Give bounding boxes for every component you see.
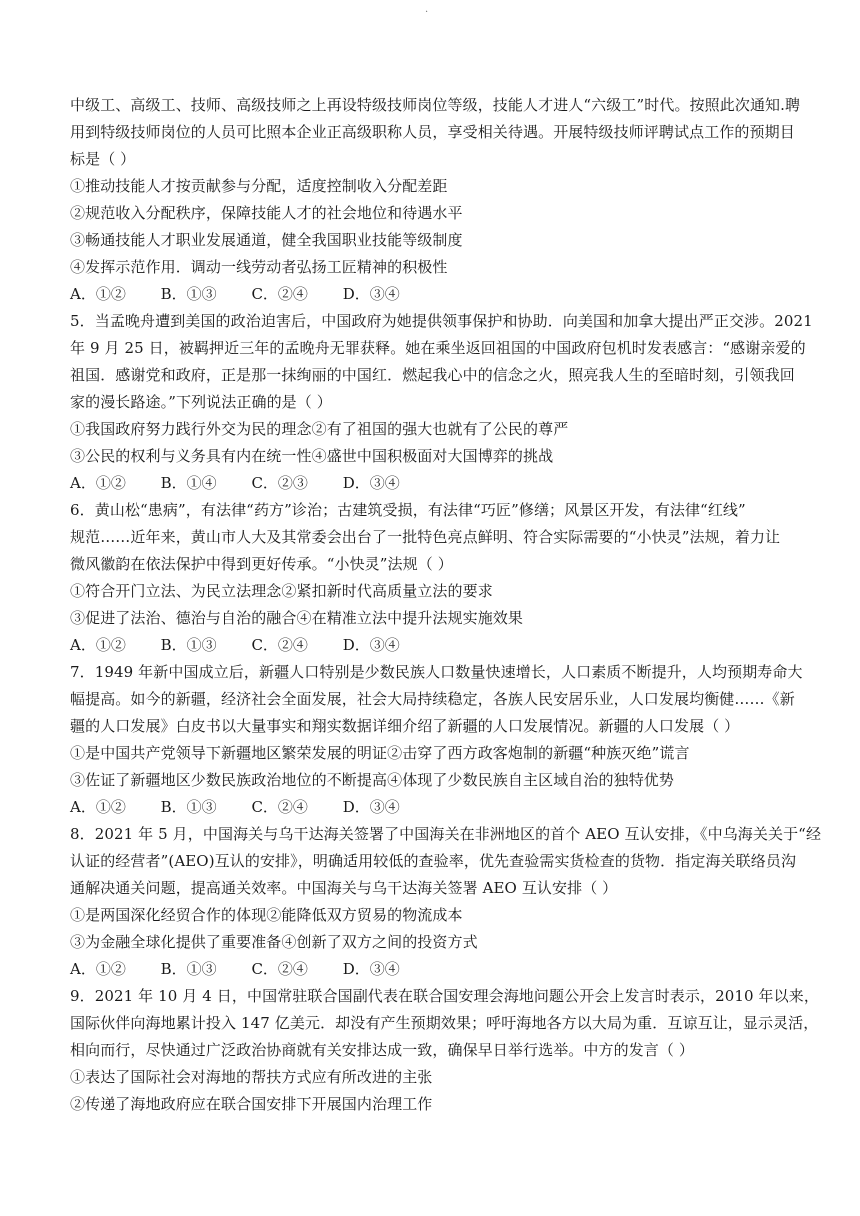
question-stem-line: 8．2021 年 5 月，中国海关与乌干达海关签署了中国海关在非洲地区的首个 AEO 互认安排，《中乌海关关于“经: [70, 825, 822, 843]
option-c: C．②④: [251, 285, 308, 303]
option-c: C．②④: [251, 960, 308, 978]
question-stem-line: 7．1949 年新中国成立后，新疆人口特别是少数民族人口数量快速增长，人口素质不断提升，人均预期寿命大: [70, 663, 803, 681]
statement-item: ③促进了法治、德治与自治的融合④在精准立法中提升法规实施效果: [70, 609, 524, 627]
statement-item: ④发挥示范作用．调动一线劳动者弘扬工匠精神的积极性: [70, 258, 448, 276]
option-b: B．①④: [160, 474, 217, 492]
question-stem-line: 9．2021 年 10 月 4 日，中国常驻联合国副代表在联合国安理会海地问题公开会上发言时表示，2010 年以来，: [70, 987, 819, 1005]
question-stem-line: 6．黄山松“患病”，有法律“药方”诊治；古建筑受损，有法律“巧匠”修缮；风景区开发，有法律“红线”: [70, 501, 746, 519]
option-c: C．②③: [251, 474, 308, 492]
statement-item: ①表达了国际社会对海地的帮扶方式应有所改进的主张: [70, 1068, 433, 1086]
option-d: D．③④: [342, 474, 400, 492]
statement-item: ①推动技能人才按贡献参与分配，适度控制收入分配差距: [70, 177, 448, 195]
answer-options: [70, 470, 800, 497]
question-stem-line: 疆的人口发展》白皮书以大量事实和翔实数据详细介绍了新疆的人口发展情况。新疆的人口发展（ ）: [70, 717, 740, 735]
option-a: A．①②: [70, 798, 126, 816]
option-a: A．①②: [70, 636, 126, 654]
question-stem-line: 微风徽韵在依法保护中得到更好传承。“小快灵”法规（ ）: [70, 555, 453, 573]
statement-item: ①我国政府努力践行外交为民的理念②有了祖国的强大也就有了公民的尊严: [70, 420, 569, 438]
question-stem-line: 标是（ ）: [70, 150, 136, 168]
option-d: D．③④: [342, 960, 400, 978]
option-c: C．②④: [251, 798, 308, 816]
question-stem-line: 用到特级技师岗位的人员可比照本企业正高级职称人员，享受相关待遇。开展特级技师评聘试点工作的预期目: [70, 123, 795, 141]
option-d: D．③④: [342, 798, 400, 816]
question-stem-line: 5．当孟晚舟遭到美国的政治迫害后，中国政府为她提供领事保护和协助．向美国和加拿大提出严正交涉。2021: [70, 312, 813, 330]
option-a: A．①②: [70, 474, 126, 492]
question-stem-line: 规范……近年来，黄山市人大及其常委会出台了一批特色亮点鲜明、符合实际需要的“小快灵”法规，着力让: [70, 528, 781, 546]
question-stem-line: 祖国．感谢党和政府，正是那一抹绚丽的中国红．燃起我心中的信念之火，照亮我人生的至暗时刻，引领我回: [70, 366, 795, 384]
statement-item: ②传递了海地政府应在联合国安排下开展国内治理工作: [70, 1095, 433, 1113]
question-9: [70, 983, 819, 1118]
question-6: [70, 497, 800, 659]
statement-item: ③为金融全球化提供了重要准备④创新了双方之间的投资方式: [70, 933, 478, 951]
question-stem-line: 幅提高。如今的新疆，经济社会全面发展，社会大局持续稳定，各族人民安居乐业，人口发展均衡健……《新: [70, 690, 795, 708]
option-b: B．①③: [160, 960, 217, 978]
answer-options: [70, 794, 800, 821]
statement-item: ③公民的权利与义务具有内在统一性④盛世中国积极面对大国博弈的挑战: [70, 447, 554, 465]
statement-item: ③佐证了新疆地区少数民族政治地位的不断提高④体现了少数民族自主区域自治的独特优势: [70, 771, 675, 789]
statement-item: ①是中国共产党领导下新疆地区繁荣发展的明证②击穿了西方政客炮制的新疆“种族灭绝”谎言: [70, 744, 690, 762]
question-stem-line: 通解决通关问题，提高通关效率。中国海关与乌干达海关签署 AEO 互认安排（ ）: [70, 879, 618, 897]
question-content: [70, 92, 822, 1118]
statement-item: ①是两国深化经贸合作的体现②能降低双方贸易的物流成本: [70, 906, 463, 924]
question-stem-line: 家的漫长路途。”下列说法正确的是（ ）: [70, 393, 332, 411]
header-dot: .: [425, 4, 429, 15]
question-stem-line: 中级工、高级工、技师、高级技师之上再设特级技师岗位等级，技能人才进人“六级工”时代。按照此次通知.聘: [70, 96, 801, 114]
option-b: B．①③: [160, 285, 217, 303]
question-stem-line: 国际伙伴向海地累计投入 147 亿美元．却没有产生预期效果；呼吁海地各方以大局为重．互谅互让，显示灵活，: [70, 1014, 819, 1032]
statement-item: ②规范收入分配秩序，保障技能人才的社会地位和待遇水平: [70, 204, 463, 222]
statement-item: ①符合开门立法、为民立法理念②紧扣新时代高质量立法的要求: [70, 582, 493, 600]
question-stem-line: 认证的经营者”(AEO)互认的安排》，明确适用较低的查验率，优先查验需实货检查的货物．指定海关联络员沟: [70, 852, 797, 870]
answer-options: [70, 956, 800, 983]
option-d: D．③④: [342, 285, 400, 303]
option-b: B．①③: [160, 636, 217, 654]
question-5: [70, 308, 813, 497]
option-d: D．③④: [342, 636, 400, 654]
option-c: C．②④: [251, 636, 308, 654]
option-b: B．①③: [160, 798, 217, 816]
option-a: A．①②: [70, 285, 126, 303]
question-7: [70, 659, 803, 821]
statement-item: ③畅通技能人才职业发展通道，健全我国职业技能等级制度: [70, 231, 463, 249]
answer-options: [70, 632, 800, 659]
answer-options: [70, 281, 800, 308]
question-stem-line: 年 9 月 25 日，被羁押近三年的孟晚舟无罪获释。她在乘坐返回祖国的中国政府包机时发表感言：“感谢亲爱的: [70, 339, 806, 357]
question-stem-line: 相向而行，尽快通过广泛政治协商就有关安排达成一致，确保早日举行选举。中方的发言（ ）: [70, 1041, 694, 1059]
question-8: [70, 821, 822, 983]
question-4-continued: [70, 92, 800, 308]
option-a: A．①②: [70, 960, 126, 978]
